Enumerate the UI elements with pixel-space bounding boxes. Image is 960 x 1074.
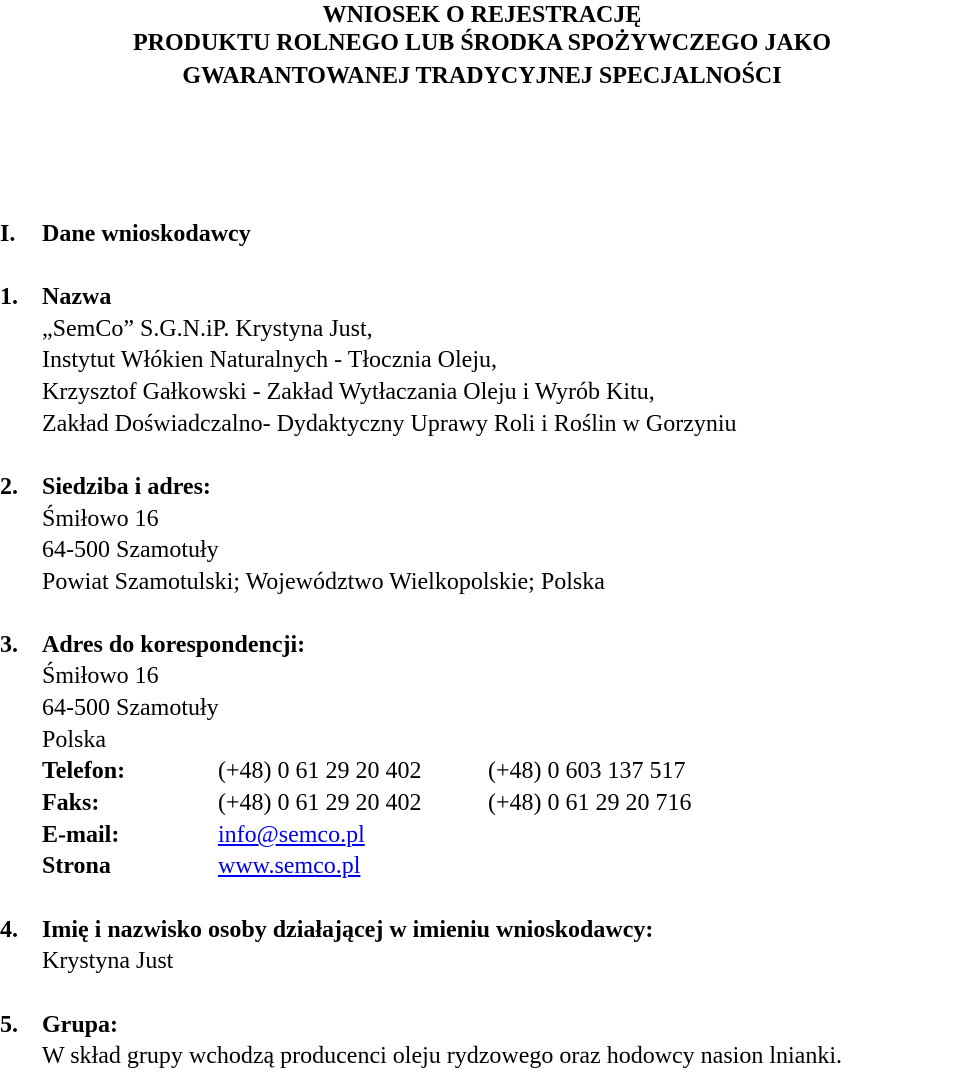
- item-1-number: 1.: [0, 284, 18, 310]
- phone-number-1: (+48) 0 61 29 20 402: [218, 758, 422, 784]
- representative-name: Krystyna Just: [42, 948, 174, 974]
- website-label: Strona: [42, 853, 111, 879]
- item-2-number: 2.: [0, 474, 18, 500]
- email-label: E-mail:: [42, 822, 120, 848]
- item-4-heading: Imię i nazwisko osoby działającej w imieniu wnioskodawcy:: [42, 917, 654, 943]
- section-number: I.: [0, 221, 16, 247]
- document-title-line-2: PRODUKTU ROLNEGO LUB ŚRODKA SPOŻYWCZEGO JAKO: [132, 30, 832, 56]
- fax-number-2: (+48) 0 61 29 20 716: [488, 790, 692, 816]
- applicant-name-line-2: Instytut Włókien Naturalnych - Tłocznia Oleju,: [42, 347, 497, 373]
- applicant-name-line-3: Krzysztof Gałkowski - Zakład Wytłaczania Oleju i Wyrób Kitu,: [42, 379, 655, 405]
- item-4-number: 4.: [0, 917, 18, 943]
- seat-address-line-2: 64-500 Szamotuły: [42, 537, 219, 563]
- group-description: W skład grupy wchodzą producenci oleju rydzowego oraz hodowcy nasion lnianki.: [42, 1043, 842, 1069]
- item-5-number: 5.: [0, 1012, 18, 1038]
- item-5-heading: Grupa:: [42, 1012, 119, 1038]
- applicant-name-line-4: Zakład Doświadczalno- Dydaktyczny Uprawy Roli i Roślin w Gorzyniu: [42, 411, 737, 437]
- item-3-heading: Adres do korespondencji:: [42, 632, 306, 658]
- applicant-name-line-1: „SemCo” S.G.N.iP. Krystyna Just,: [42, 316, 373, 342]
- fax-number-1: (+48) 0 61 29 20 402: [218, 790, 422, 816]
- seat-address-line-1: Śmiłowo 16: [42, 506, 159, 532]
- document-title-line-3: GWARANTOWANEJ TRADYCYJNEJ SPECJALNOŚCI: [182, 63, 782, 89]
- seat-address-line-3: Powiat Szamotulski; Województwo Wielkopolskie; Polska: [42, 569, 605, 595]
- correspondence-address-line-2: 64-500 Szamotuły: [42, 695, 219, 721]
- phone-number-2: (+48) 0 603 137 517: [488, 758, 686, 784]
- correspondence-address-line-1: Śmiłowo 16: [42, 663, 159, 689]
- item-3-number: 3.: [0, 632, 18, 658]
- correspondence-address-line-3: Polska: [42, 727, 107, 753]
- item-1-heading: Nazwa: [42, 284, 112, 310]
- item-2-heading: Siedziba i adres:: [42, 474, 211, 500]
- section-heading: Dane wnioskodawcy: [42, 221, 251, 247]
- email-link[interactable]: info@semco.pl: [218, 822, 365, 848]
- document-title-line-1: WNIOSEK O REJESTRACJĘ: [322, 2, 642, 28]
- fax-label: Faks:: [42, 790, 100, 816]
- phone-label: Telefon:: [42, 758, 126, 784]
- website-link[interactable]: www.semco.pl: [218, 853, 361, 879]
